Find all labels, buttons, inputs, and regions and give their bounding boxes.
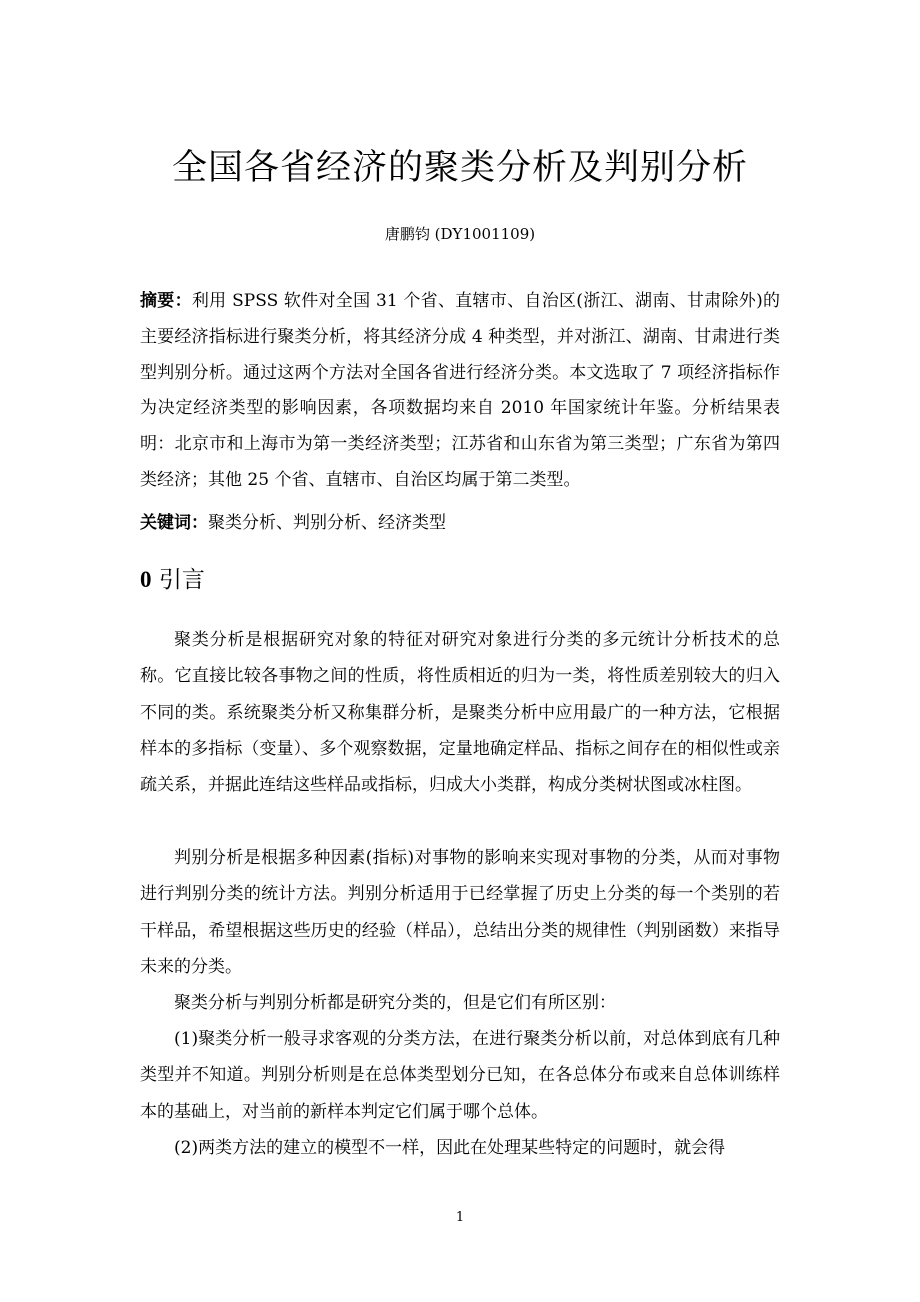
paragraph-difference-2: (2)两类方法的建立的模型不一样，因此在处理某些特定的问题时，就会得 [174, 1138, 726, 1158]
abstract [140, 284, 780, 499]
paragraph-difference-1: (1)聚类分析一般寻求客观的分类方法，在进行聚类分析以前，对总体到底有几种类型并不知道。判别分析则是在总体类型划分已知，在各总体分布或来自总体训练样本的基础上，对当前的新样本判定它们属于哪个总体。 [140, 1029, 780, 1122]
paragraph-discriminant-analysis: 判别分析是根据多种因素(指标)对事物的影响来实现对事物的分类，从而对事物进行判别分类的统计方法。判别分析适用于已经掌握了历史上分类的每一个类别的若干样品，希望根据这些历史的经验（样品），总结出分类的规律性（判别函数）来指导未来的分类。 [140, 848, 780, 977]
paper-title: 全国各省经济的聚类分析及判别分析 [171, 148, 748, 188]
paragraph-cluster-analysis: 聚类分析是根据研究对象的特征对研究对象进行分类的多元统计分析技术的总称。它直接比较各事物之间的性质，将性质相近的归为一类，将性质差别较大的归入不同的类。系统聚类分析又称集群分析，是聚类分析中应用最广的一种方法，它根据样本的多指标（变量）、多个观察数据，定量地确定样品、指标之间存在的相似性或亲疏关系，并据此连结这些样品或指标，归成大小类群，构成分类树状图或冰柱图。 [140, 630, 780, 796]
page-number: 1 [455, 1210, 465, 1225]
abstract-text: 利用 SPSS 软件对全国 31 个省、直辖市、自治区(浙江、湖南、甘肃除外)的主要经济指标进行聚类分析，将其经济分成 4 种类型，并对浙江、湖南、甘肃进行类型判别分析。通过这两个方法对全国各省进行经济分类。本文选取了 7 项经济指标作为决定经济类型的影响因素，各项数据均来自 2010 年国家统计年鉴。分析结果表明：北京市和上海市为第一类经济类型；江苏省和山东省为第三类型；广东省为第四类经济；其他 25 个省、直辖市、自治区均属于第二类型。 [140, 291, 781, 490]
keywords [140, 507, 780, 539]
paragraph-comparison-intro: 聚类分析与判别分析都是研究分类的，但是它们有所区别： [174, 993, 616, 1013]
section-title: 引言 [158, 567, 205, 593]
section-heading [140, 560, 205, 600]
author-line: 唐鹏钧 (DY1001109) [384, 225, 536, 243]
keywords-text: 聚类分析、判别分析、经济类型 [208, 513, 446, 533]
section-number: 0 [140, 567, 152, 592]
keywords-label: 关键词： [140, 513, 208, 533]
abstract-label: 摘要： [140, 291, 192, 311]
